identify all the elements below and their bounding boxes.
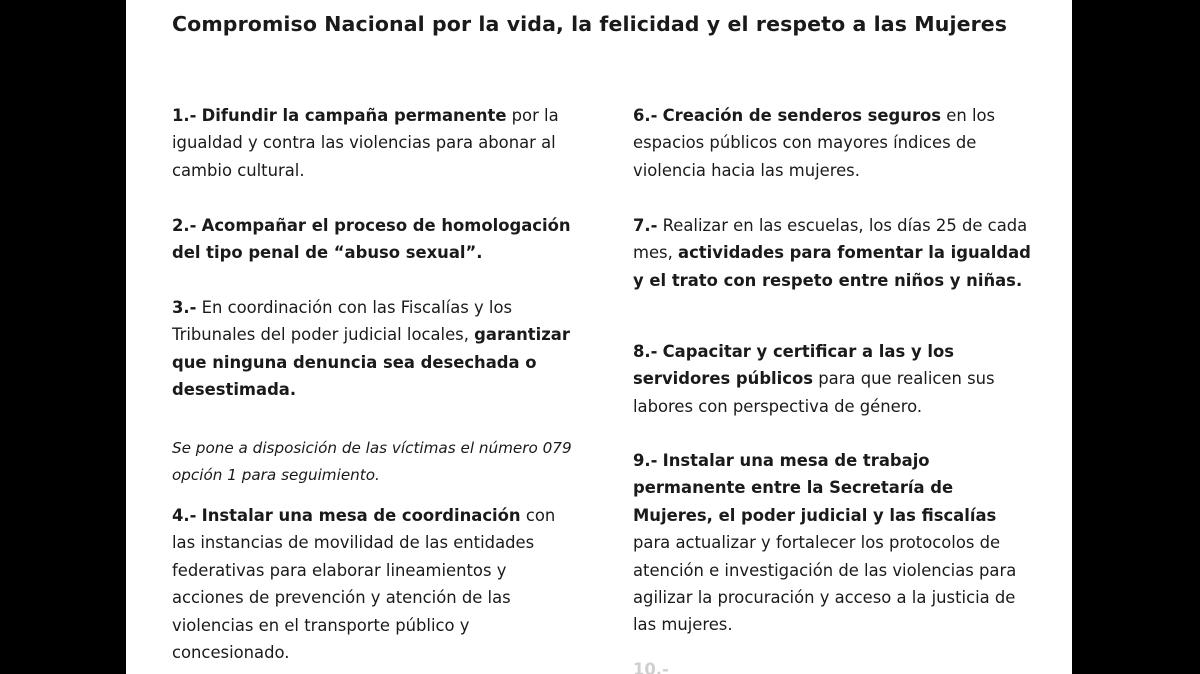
- item-3-number: 3.-: [172, 298, 197, 317]
- item-4-text: con las instancias de movilidad de las entidades federativas para elaborar lineamientos y acciones de prevención y atención de las violencias en el transporte público y concesionado.: [172, 506, 556, 663]
- list-item-2: [172, 212, 572, 267]
- item-6-text: en los espacios públicos con mayores índices de violencia hacia las mujeres.: [633, 106, 996, 180]
- item-4-number: 4.-: [172, 506, 197, 525]
- item-10-number: 10.-: [633, 660, 669, 674]
- item-6-number: 6.-: [633, 106, 658, 125]
- item-9-bold: Instalar una mesa de trabajo permanente entre la Secretaría de Mujeres, el poder judicial y las fiscalías: [633, 451, 997, 525]
- list-item-9: [633, 447, 1033, 639]
- item-1-bold: Difundir la campaña permanente: [201, 106, 507, 125]
- item-2-bold: Acompañar el proceso de homologación del tipo penal de “abuso sexual”.: [172, 216, 571, 263]
- item-1-number: 1.-: [172, 106, 197, 125]
- list-item-7: [633, 212, 1033, 294]
- list-item-6: [633, 102, 1033, 184]
- list-item-8: [633, 338, 1033, 420]
- item-8-bold: Capacitar y certificar a las y los servidores públicos: [633, 342, 954, 389]
- item-3-note: Se pone a disposición de las víctimas el número 079 opción 1 para seguimiento.: [172, 439, 572, 485]
- item-9-number: 9.-: [633, 451, 658, 470]
- list-item-10: [633, 656, 1033, 674]
- item-6-bold: Creación de senderos seguros: [662, 106, 942, 125]
- item-3-text: En coordinación con las Fiscalías y los Tribunales del poder judicial locales,: [172, 298, 513, 345]
- list-item-4: [172, 502, 572, 666]
- item-1-text: por la igualdad y contra las violencias para abonar al cambio cultural.: [172, 106, 559, 180]
- page-title: Compromiso Nacional por la vida, la felicidad y el respeto a las Mujeres: [172, 12, 1008, 36]
- item-2-number: 2.-: [172, 216, 197, 235]
- item-7-text: Realizar en las escuelas, los días 25 de cada mes,: [633, 216, 1028, 263]
- item-8-text: para que realicen sus labores con perspectiva de género.: [633, 369, 995, 416]
- item-8-number: 8.-: [633, 342, 658, 361]
- document-page: [126, 0, 1072, 674]
- item-4-bold: Instalar una mesa de coordinación: [201, 506, 521, 525]
- list-item-1: [172, 102, 572, 184]
- item-9-text: para actualizar y fortalecer los protocolos de atención e investigación de las violencias para agilizar la procuración y acceso a la justicia de las mujeres.: [633, 533, 1017, 635]
- item-7-bold: actividades para fomentar la igualdad y el trato con respeto entre niños y niñas.: [633, 243, 1031, 290]
- item-3-bold: garantizar que ninguna denuncia sea desechada o desestimada.: [172, 325, 570, 400]
- item-7-number: 7.-: [633, 216, 658, 235]
- list-item-3: [172, 294, 572, 404]
